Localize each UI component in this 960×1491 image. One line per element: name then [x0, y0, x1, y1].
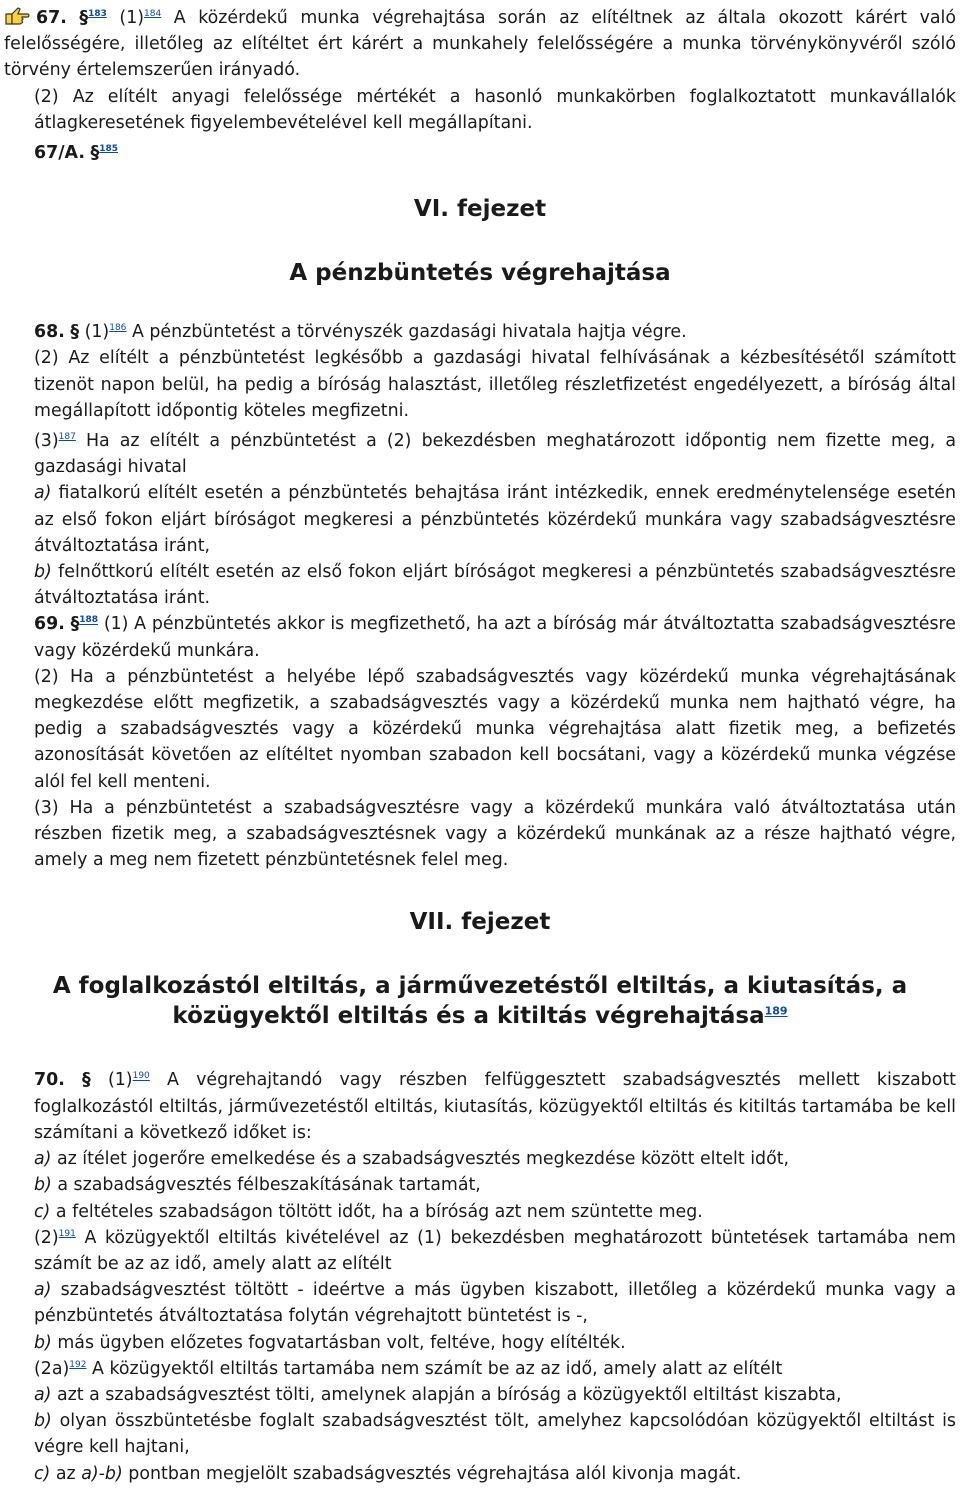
section-68-para-2: (2) Az elítélt a pénzbüntetést legkésőbb a gazdasági hivatal felhívásának a kézbesítésétől számított tizenöt napon belül, ha pedig a bíróság halasztást, illetőleg részletfizetést engedélyezett, a bíróság által megállapított időpontig köteles megfizetni. [34, 348, 956, 421]
section-sign: § [82, 1070, 91, 1091]
footnote-link-191[interactable]: 191 [58, 1228, 76, 1239]
paragraph-label: (1) [84, 322, 110, 343]
paragraph-text: A közügyektől eltiltás kivételével az (1) bekezdésben meghatározott büntetések tartamába nem számít be az az idő, amely alatt az elítélt [34, 1227, 956, 1274]
footnote-link-189[interactable]: 189 [764, 1004, 788, 1018]
section-70-para-2a-point-b [4, 1408, 956, 1460]
point-label: a) [34, 1149, 52, 1170]
chapter-7-title: VII. fejezet [409, 909, 551, 936]
section-69-para-3: (3) Ha a pénzbüntetést a szabadságvesztésre vagy a közérdekű munkára való átváltoztatása után részben fizetik meg, a szabadságvesztésnek vagy a közérdekű munkának az a része hajtható végre, amely a meg nem fizetett pénzbüntetésnek felel meg. [34, 797, 956, 871]
point-text: felnőttkorú elítélt esetén az első fokon eljárt bíróságot megkeresi a pénzbüntetés szabadságvesztésre átváltoztatása iránt. [34, 562, 957, 609]
section-70-para-2-point-a [4, 1277, 956, 1329]
pointing-hand-icon[interactable] [4, 4, 32, 26]
paragraph-text: A közérdekű munka végrehajtása során az elítéltnek az általa okozott kárért való felelősségére, illetőleg az elítéltet ért kárért a munkahely felelősségére a munka törvénykönyvéről szóló törvény értelemszerűen irányadó. [4, 8, 957, 81]
point-label: c) [34, 1201, 51, 1222]
point-label: b) [34, 1175, 52, 1196]
section-70-para-2 [4, 1225, 956, 1277]
paragraph-label: (1) [107, 1070, 133, 1091]
paragraph-label: (1) [119, 8, 145, 28]
paragraph-label: (2) [34, 1227, 59, 1248]
paragraph-text: (1) A pénzbüntetés akkor is megfizethető, ha azt a bíróság már átváltoztatta szabadságvesztésre vagy közérdekű munkára. [34, 614, 957, 661]
point-text: pontban megjelölt szabadságvesztés végrehajtása alól kivonja magát. [128, 1463, 742, 1484]
footnote-link-190[interactable]: 190 [132, 1071, 150, 1082]
chapter-6-title: VI. fejezet [413, 196, 547, 223]
point-text: fiatalkorú elítélt esetén a pénzbüntetés behajtása iránt intézkedik, ennek eredménytelensége esetén az első fokon eljárt bíróságot megkeresi a pénzbüntetés közérdekű munkára vagy szabadságvesztésre átváltoztatása iránt, [34, 483, 956, 556]
chapter-7-subtitle [4, 971, 956, 1031]
section-number: 68. [34, 322, 65, 343]
section-70-point-c [4, 1199, 956, 1225]
point-label: a) [34, 1280, 52, 1301]
section-68-para-1 [4, 319, 956, 345]
section-number: 67/A. [34, 143, 85, 164]
section-70-para-2-point-b [4, 1330, 956, 1356]
paragraph-label: (2a) [34, 1358, 70, 1379]
section-68-para-3 [4, 428, 956, 480]
section-69-para-2: (2) Ha a pénzbüntetést a helyébe lépő szabadságvesztés vagy közérdekű munka végrehajtásának megkezdése előtt megfizetik, a szabadságvesztés vagy a közérdekű munka nem hajtható végre, ha pedig a szabadságvesztés vagy a közérdekű munka végrehajtása alatt fizetik meg, a befizetés azonosítását követően az elítéltet nyomban szabadon kell bocsátani, vagy a közérdekű munka végzése alól fel kell menteni. [34, 666, 956, 792]
chapter-7-subtitle-line-1: A foglalkozástól eltiltás, a járművezetéstől eltiltás, a kiutasítás, a [52, 973, 908, 1000]
section-70-para-2a [4, 1356, 956, 1382]
footnote-link-188[interactable]: 188 [79, 615, 99, 626]
section-69-para-1 [4, 611, 956, 663]
subtitle-text: közügyektől eltiltás és a kitiltás végrehajtása [172, 1003, 765, 1030]
point-text: szabadságvesztést töltött - ideértve a más ügyben kiszabott, illetőleg a közérdekű munka vagy a pénzbüntetés átváltoztatása folytán végrehajtott büntetést is -, [34, 1280, 956, 1327]
section-70-point-b [4, 1172, 956, 1198]
section-70-para-2a-point-a [4, 1382, 956, 1408]
point-label: c) [34, 1463, 51, 1484]
point-label: b) [34, 562, 52, 583]
section-67a [4, 140, 956, 166]
section-68-point-a [4, 480, 956, 559]
paragraph-text: A pénzbüntetést a törvényszék gazdasági hivatala hajtja végre. [131, 322, 687, 343]
footnote-link-183[interactable]: 183 [88, 9, 107, 20]
section-number: 70. [34, 1070, 65, 1091]
paragraph-text: A végrehajtandó vagy részben felfüggesztett szabadságvesztés mellett kiszabott foglalkozástól eltiltás, járművezetéstől eltiltás, kiutasítás, közügyektől eltiltás és kitiltás tartamába be kell számítani a következő időket is: [34, 1070, 956, 1143]
point-label: a) [34, 1384, 52, 1405]
section-sign: § [90, 143, 100, 164]
section-sign: § [70, 322, 80, 343]
section-67-para-2: (2) Az elítélt anyagi felelőssége mértékét a hasonló munkakörben foglalkoztatott munkavállalók átlagkeresetének figyelembevételével kell megállapítani. [34, 86, 956, 133]
point-text: más ügyben előzetes fogvatartásban volt, feltéve, hogy elítélték. [57, 1332, 626, 1353]
section-70-para-2a-point-c [4, 1461, 956, 1487]
point-reference: a)-b) [81, 1463, 123, 1484]
footnote-link-187[interactable]: 187 [58, 432, 76, 443]
point-text: azt a szabadságvesztést tölti, amelynek alapján a bíróság a közügyektől eltiltást kiszabta, [56, 1384, 842, 1405]
point-text: az ítélet jogerőre emelkedése és a szabadságvesztés megkezdése között eltelt időt, [56, 1149, 790, 1170]
section-68-point-b [4, 559, 956, 611]
section-number: 69. [34, 614, 65, 635]
section-sign: § [70, 614, 80, 635]
point-text: olyan összbüntetésbe foglalt szabadságvesztést tölt, amelyhez kapcsolódóan közügyektől eltiltást is végre kell hajtani, [34, 1411, 956, 1458]
paragraph-label: (3) [34, 431, 59, 452]
footnote-link-186[interactable]: 186 [109, 323, 127, 334]
paragraph-text: A közügyektől eltiltás tartamába nem számít be az az idő, amely alatt az elítélt [92, 1358, 783, 1379]
point-text: a feltételes szabadságon töltött időt, ha a bíróság azt nem szüntette meg. [55, 1201, 703, 1222]
point-text: a szabadságvesztés félbeszakításának tartamát, [57, 1175, 481, 1196]
point-text-pre: az [55, 1463, 76, 1484]
chapter-6-subtitle: A pénzbüntetés végrehajtása [289, 260, 671, 287]
point-label: a) [34, 483, 52, 504]
footnote-link-184[interactable]: 184 [144, 9, 162, 20]
footnote-link-185[interactable]: 185 [99, 144, 118, 155]
section-67-para-1 [4, 4, 956, 84]
section-70-point-a [4, 1146, 956, 1172]
section-70-para-1 [4, 1067, 956, 1146]
paragraph-text: Ha az elítélt a pénzbüntetést a (2) bekezdésben meghatározott időpontig nem fizette meg, a gazdasági hivatal [34, 431, 956, 478]
section-number: 67. [36, 8, 67, 28]
point-label: b) [34, 1411, 52, 1432]
chapter-7-subtitle-line-2 [4, 1001, 956, 1031]
footnote-link-192[interactable]: 192 [69, 1359, 87, 1370]
point-label: b) [34, 1332, 52, 1353]
section-sign: § [79, 8, 89, 28]
